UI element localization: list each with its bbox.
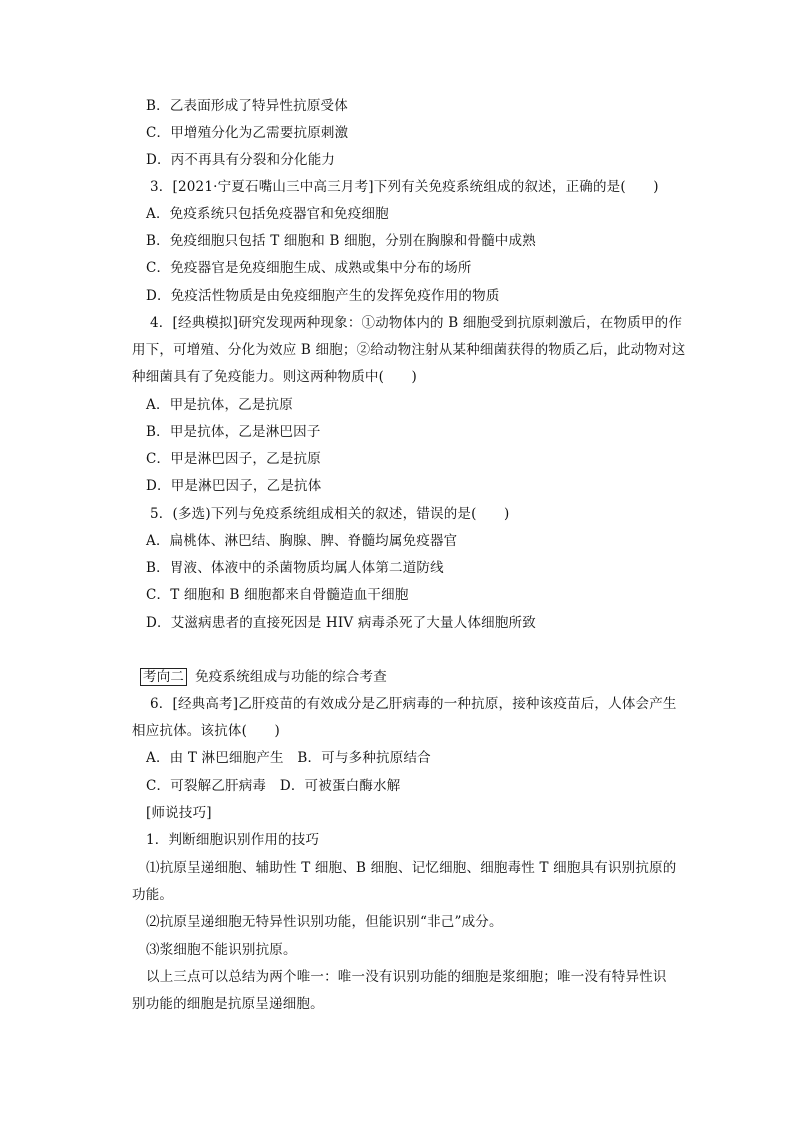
q2-option-b: B．乙表面形成了特异性抗原受体 bbox=[146, 98, 348, 114]
q6-stem-line1: 6．[经典高考]乙肝疫苗的有效成分是乙肝病毒的一种抗原，接种该疫苗后，人体会产生 bbox=[150, 696, 677, 712]
tips-summary-line1: 以上三点可以总结为两个唯一：唯一没有识别功能的细胞是浆细胞；唯一没有特异性识 bbox=[146, 969, 667, 985]
q3-option-c: C．免疫器官是免疫细胞生成、成熟或集中分布的场所 bbox=[146, 260, 472, 276]
q4-option-d: D．甲是淋巴因子，乙是抗体 bbox=[146, 478, 322, 494]
q4-option-a: A．甲是抗体，乙是抗原 bbox=[146, 397, 293, 413]
tips-item3: ⑶浆细胞不能识别抗原。 bbox=[146, 942, 297, 958]
q3-option-a: A．免疫系统只包括免疫器官和免疫细胞 bbox=[146, 206, 389, 222]
q5-option-a: A．扁桃体、淋巴结、胸腺、脾、脊髓均属免疫器官 bbox=[146, 533, 458, 549]
section-title: 免疫系统组成与功能的综合考查 bbox=[195, 669, 387, 685]
q2-option-c: C．甲增殖分化为乙需要抗原刺激 bbox=[146, 125, 349, 141]
tips-item2: ⑵抗原呈递细胞无特异性识别功能，但能识别“非己”成分。 bbox=[146, 914, 503, 930]
tips-item1-line2: 功能。 bbox=[132, 887, 174, 903]
section-heading bbox=[140, 667, 387, 687]
q5-stem: 5．(多选)下列与免疫系统组成相关的叙述，错误的是( ) bbox=[150, 506, 510, 522]
q4-stem-line2: 用下，可增殖、分化为效应 B 细胞；②给动物注射从某种细菌获得的物质乙后，此动物对这 bbox=[132, 342, 686, 358]
q2-option-d: D．丙不再具有分裂和分化能力 bbox=[146, 152, 336, 168]
q4-option-c: C．甲是淋巴因子，乙是抗原 bbox=[146, 451, 321, 467]
q6-options-line1: A．由 T 淋巴细胞产生 B．可与多种抗原结合 bbox=[146, 750, 431, 766]
q6-stem-line2: 相应抗体。该抗体( ) bbox=[132, 723, 280, 739]
q4-option-b: B．甲是抗体，乙是淋巴因子 bbox=[146, 424, 321, 440]
q4-stem-line1: 4．[经典模拟]研究发现两种现象：①动物体内的 B 细胞受到抗原刺激后，在物质甲的作 bbox=[150, 315, 683, 331]
q6-options-line2: C．可裂解乙肝病毒 D．可被蛋白酶水解 bbox=[146, 778, 401, 794]
tips-summary-line2: 别功能的细胞是抗原呈递细胞。 bbox=[132, 996, 324, 1012]
section-tag: 考向二 bbox=[140, 668, 187, 686]
q5-option-d: D．艾滋病患者的直接死因是 HIV 病毒杀死了大量人体细胞所致 bbox=[146, 615, 536, 631]
q4-stem-line3: 种细菌具有了免疫能力。则这两种物质中( ) bbox=[132, 369, 417, 385]
q5-option-c: C．T 细胞和 B 细胞都来自骨髓造血干细胞 bbox=[146, 587, 409, 603]
tips-header: [师说技巧] bbox=[146, 805, 212, 821]
q3-option-b: B．免疫细胞只包括 T 细胞和 B 细胞，分别在胸腺和骨髓中成熟 bbox=[146, 233, 536, 249]
q5-option-b: B．胃液、体液中的杀菌物质均属人体第二道防线 bbox=[146, 560, 444, 576]
q3-stem: 3．[2021·宁夏石嘴山三中高三月考]下列有关免疫系统组成的叙述，正确的是( ) bbox=[150, 179, 659, 195]
q3-option-d: D．免疫活性物质是由免疫细胞产生的发挥免疫作用的物质 bbox=[146, 288, 500, 304]
tips-item1-line1: ⑴抗原呈递细胞、辅助性 T 细胞、B 细胞、记忆细胞、细胞毒性 T 细胞具有识别抗原的 bbox=[146, 860, 677, 876]
tips-point1: 1．判断细胞识别作用的技巧 bbox=[146, 832, 320, 848]
